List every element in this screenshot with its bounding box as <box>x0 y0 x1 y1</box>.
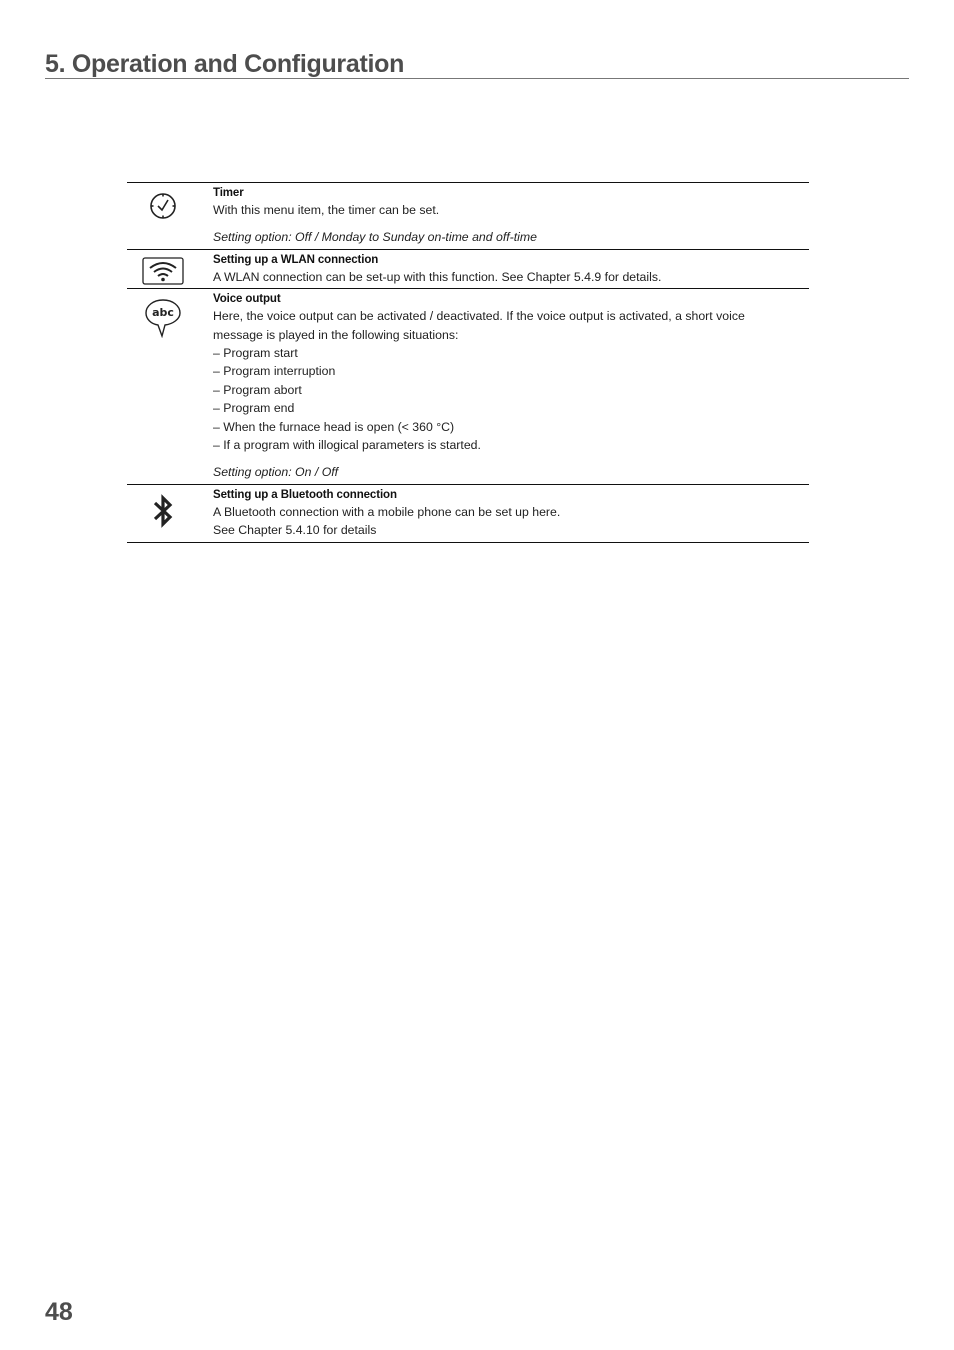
list-item: – Program abort <box>213 382 302 397</box>
option-title: Timer <box>213 187 244 199</box>
voice-abc-speech-bubble-icon <box>127 298 199 343</box>
option-title: Setting up a Bluetooth connection <box>213 488 397 501</box>
option-text-timer <box>213 183 809 249</box>
setting-option: Setting option: Off / Monday to Sunday on-time and off-time <box>213 230 537 245</box>
bluetooth-icon <box>127 493 199 534</box>
description-line: A WLAN connection can be set-up with this function. See Chapter 5.4.9 for details. <box>213 269 662 284</box>
option-text-bluetooth <box>213 485 809 542</box>
description-line: See Chapter 5.4.10 for details <box>213 523 377 538</box>
description-line: A Bluetooth connection with a mobile phone can be set up here. <box>213 504 561 519</box>
description-line: With this menu item, the timer can be set. <box>213 203 440 217</box>
list-item: – If a program with illogical parameters is started. <box>213 438 481 453</box>
list-item: – Program interruption <box>213 364 336 379</box>
svg-text:abc: abc <box>152 306 174 320</box>
title-divider <box>45 78 909 79</box>
menu-options-table <box>127 182 809 543</box>
page-number: 48 <box>45 1298 73 1326</box>
setting-option: Setting option: On / Off <box>213 465 339 480</box>
option-row-wlan <box>127 250 809 289</box>
section-title: 5. Operation and Configuration <box>45 50 405 78</box>
option-row-timer <box>127 183 809 250</box>
clock-icon <box>127 191 199 226</box>
list-item: – Program start <box>213 346 298 361</box>
option-row-bluetooth <box>127 485 809 543</box>
description-line: Here, the voice output can be activated / deactivated. If the voice output is activated, a short voice <box>213 309 745 324</box>
description-line: message is played in the following situations: <box>213 327 459 342</box>
wifi-icon <box>127 257 199 290</box>
option-text-wlan <box>213 250 809 288</box>
option-title: Voice output <box>213 293 281 306</box>
option-row-voice-output <box>127 289 809 485</box>
option-title: Setting up a WLAN connection <box>213 253 379 266</box>
list-item: – When the furnace head is open (< 360 °C) <box>213 419 455 434</box>
option-text-voice-output <box>213 289 809 484</box>
list-item: – Program end <box>213 401 295 416</box>
